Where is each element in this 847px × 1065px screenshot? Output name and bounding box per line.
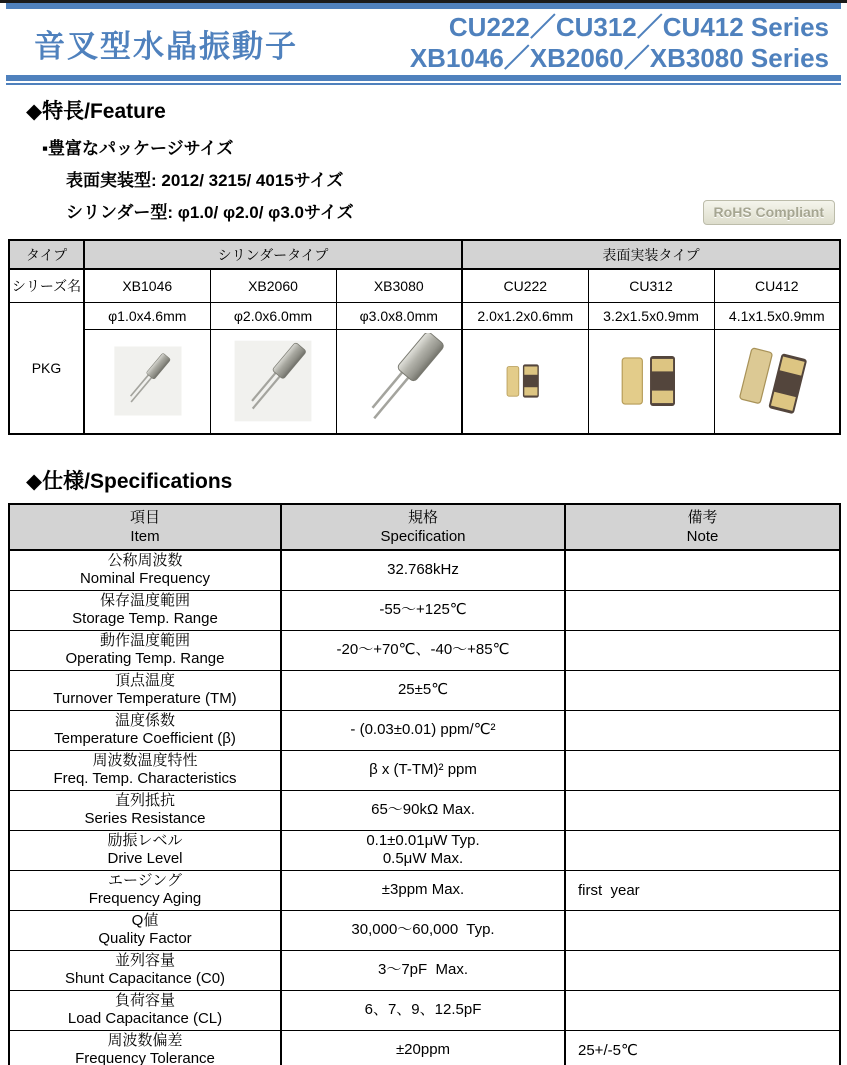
- spec-note: [565, 950, 840, 990]
- specifications-heading: ◆仕様/Specifications: [26, 470, 233, 493]
- spec-value: -20～+70℃、-40～+85℃: [281, 630, 565, 670]
- spec-row-shunt-capacitance: 並列容量 Shunt Capacitance (C0) 3～7pF Max.: [9, 950, 840, 990]
- spec-value: β x (T-TM)² ppm: [281, 750, 565, 790]
- spec-value: 6、7、9、12.5pF: [281, 990, 565, 1030]
- spec-value: 32.768kHz: [281, 550, 565, 590]
- header-bottom-rule: [6, 75, 841, 81]
- package-dimension: 2.0x1.2x0.6mm: [462, 302, 588, 329]
- series-titles: [298, 12, 837, 74]
- spec-row-turnover-temperature: 頂点温度 Turnover Temperature (TM) 25±5℃: [9, 670, 840, 710]
- spec-row-drive-level: 励振レベル Drive Level 0.1±0.01μW Typ. 0.5μW Max.: [9, 830, 840, 870]
- feature-bullet: ▪豊富なパッケージサイズ: [42, 139, 234, 158]
- photo-cell-xb2060: [210, 329, 336, 434]
- page-title: 音叉型水晶振動子: [34, 28, 298, 64]
- series-name: CU312: [588, 269, 714, 302]
- package-dimension: φ2.0x6.0mm: [210, 302, 336, 329]
- spec-row-frequency-aging: エージング Frequency Aging ±3ppm Max. first year: [9, 870, 840, 910]
- spec-row-frequency-tolerance: 周波数偏差 Frequency Tolerance ±20ppm 25+/-5℃: [9, 1030, 840, 1065]
- specifications-table: [8, 503, 841, 1065]
- package-table: [8, 239, 841, 435]
- series-name: XB2060: [210, 269, 336, 302]
- package-type-row: [9, 240, 840, 269]
- spec-note: 25+/-5℃: [565, 1030, 840, 1065]
- spec-row-operating-temp: 動作温度範囲 Operating Temp. Range -20～+70℃、-40～+85℃: [9, 630, 840, 670]
- xb3080-photo: [351, 333, 447, 429]
- photo-cell-cu222: [462, 329, 588, 434]
- spec-note: [565, 790, 840, 830]
- spec-note: [565, 630, 840, 670]
- spec-value: 3～7pF Max.: [281, 950, 565, 990]
- spec-value: 30,000～60,000 Typ.: [281, 910, 565, 950]
- type-label-cell: タイプ: [9, 240, 84, 269]
- spec-note: [565, 670, 840, 710]
- series-line-cu: CU222／CU312／CU412 Series: [448, 12, 829, 42]
- series-label-cell: シリーズ名: [9, 269, 84, 302]
- spec-value: 65～90kΩ Max.: [281, 790, 565, 830]
- spec-value: ±20ppm: [281, 1030, 565, 1065]
- spec-row-load-capacitance: 負荷容量 Load Capacitance (CL) 6、7、9、12.5pF: [9, 990, 840, 1030]
- series-line-xb: XB1046／XB2060／XB3080 Series: [409, 43, 829, 73]
- spec-note: [565, 710, 840, 750]
- feature-heading: ◆特長/Feature: [26, 100, 166, 123]
- spec-note: [565, 750, 840, 790]
- feature-smd-sizes: 表面実装型: 2012/ 3215/ 4015サイズ: [66, 171, 344, 190]
- rohs-compliant-badge: RoHS Compliant: [703, 200, 835, 225]
- xb1046-photo: [99, 333, 195, 429]
- spec-row-temperature-coefficient: 温度係数 Temperature Coefficient (β) - (0.03±0.01) ppm/℃²: [9, 710, 840, 750]
- photo-cell-xb1046: [84, 329, 210, 434]
- spec-value: 0.1±0.01μW Typ. 0.5μW Max.: [281, 830, 565, 870]
- spec-value: - (0.03±0.01) ppm/℃²: [281, 710, 565, 750]
- spec-row-storage-temp: 保存温度範囲 Storage Temp. Range -55～+125℃: [9, 590, 840, 630]
- spec-row-nominal-frequency: 公称周波数 Nominal Frequency 32.768kHz: [9, 550, 840, 590]
- spec-value: 25±5℃: [281, 670, 565, 710]
- package-dims-row: [9, 302, 840, 329]
- header-bottom-thin-rule: [6, 83, 841, 85]
- series-name: CU222: [462, 269, 588, 302]
- series-name: XB1046: [84, 269, 210, 302]
- photo-cell-cu412: [714, 329, 840, 434]
- spec-row-quality-factor: Q値 Quality Factor 30,000～60,000 Typ.: [9, 910, 840, 950]
- package-dimension: 3.2x1.5x0.9mm: [588, 302, 714, 329]
- package-dimension: φ1.0x4.6mm: [84, 302, 210, 329]
- package-series-row: [9, 269, 840, 302]
- package-dimension: 4.1x1.5x0.9mm: [714, 302, 840, 329]
- cu222-photo: [477, 333, 573, 429]
- spec-note: [565, 990, 840, 1030]
- spec-value: ±3ppm Max.: [281, 870, 565, 910]
- photo-cell-xb3080: [336, 329, 462, 434]
- photo-cell-cu312: [588, 329, 714, 434]
- smd-group-header: 表面実装タイプ: [462, 240, 840, 269]
- series-name: XB3080: [336, 269, 462, 302]
- package-photos-row: [9, 329, 840, 434]
- page-header: [0, 0, 847, 85]
- spec-header-row: [9, 504, 840, 550]
- item-column-header: 項目 Item: [9, 504, 281, 550]
- spec-value: -55～+125℃: [281, 590, 565, 630]
- series-name: CU412: [714, 269, 840, 302]
- cu312-photo: [603, 333, 699, 429]
- spec-row-series-resistance: 直列抵抗 Series Resistance 65～90kΩ Max.: [9, 790, 840, 830]
- spec-note: [565, 590, 840, 630]
- xb2060-photo: [225, 333, 321, 429]
- note-column-header: 備考 Note: [565, 504, 840, 550]
- cylinder-group-header: シリンダータイプ: [84, 240, 462, 269]
- spec-note: [565, 550, 840, 590]
- pkg-label-cell: PKG: [9, 302, 84, 434]
- specification-column-header: 規格 Specification: [281, 504, 565, 550]
- feature-section: [26, 95, 839, 223]
- feature-cylinder-sizes: シリンダー型: φ1.0/ φ2.0/ φ3.0サイズ: [66, 203, 354, 222]
- spec-row-freq-temp-characteristics: 周波数温度特性 Freq. Temp. Characteristics β x (T-TM)² ppm: [9, 750, 840, 790]
- spec-note: first year: [565, 870, 840, 910]
- spec-note: [565, 830, 840, 870]
- package-dimension: φ3.0x8.0mm: [336, 302, 462, 329]
- spec-note: [565, 910, 840, 950]
- cu412-photo: [729, 333, 825, 429]
